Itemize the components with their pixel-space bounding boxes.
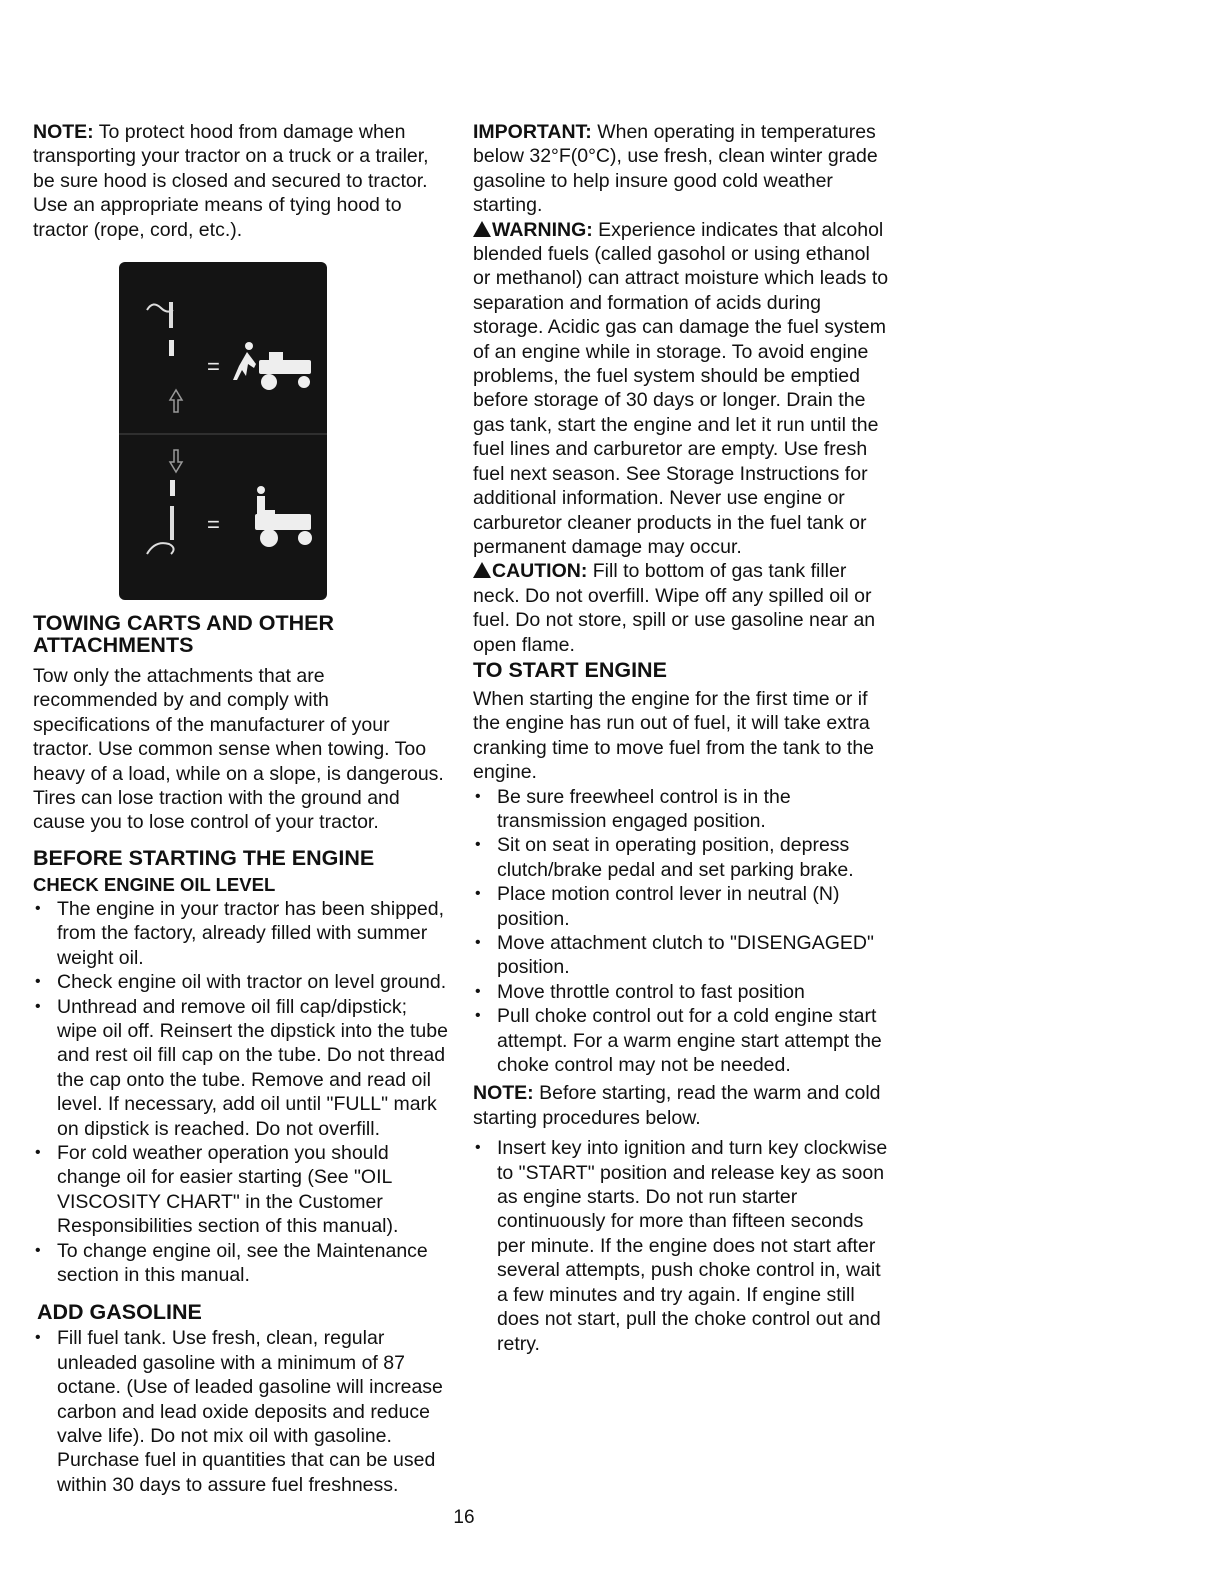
gas-bullet-list [33, 1326, 448, 1497]
arrow-down-icon [170, 450, 182, 472]
throttle-lever-top [169, 340, 174, 356]
throttle-speed-illustration [119, 262, 327, 600]
oil-bullet-list [33, 897, 448, 1288]
towing-text: Tow only the attachments that are recommended by and comply with specifications of the manufacturer of your tractor. Use common sense when towing. Too heavy of a load, while on a slope, is dangerous. Tires can lose traction with the ground and cause you to lose control of your tractor. [33, 665, 444, 834]
caution-paragraph [473, 559, 891, 657]
equals-sign-bottom: = [207, 512, 220, 538]
list-item: • Place motion control lever in neutral (N) position. [473, 882, 891, 931]
warning-label: WARNING: [492, 218, 593, 241]
list-item: • Be sure freewheel control is in the transmission engaged position. [473, 785, 891, 834]
towing-heading: TOWING CARTS AND OTHER ATTACHMENTS [33, 611, 334, 658]
list-item: • Fill fuel tank. Use fresh, clean, regular unleaded gasoline with a minimum of 87 octane. (Use of leaded gasoline will increase carbon and lead oxide deposits and reduce valve life). Do not mix oil with gasoline. Purchase fuel in quantities that can be used within 30 days to assure fuel freshness. [33, 1326, 448, 1497]
caution-label: CAUTION: [492, 560, 588, 583]
list-item: • Check engine oil with tractor on level ground. [33, 970, 448, 994]
list-item: • Unthread and remove oil fill cap/dipstick; wipe oil off. Reinsert the dipstick into the tube and rest oil fill cap on the tube. Do not thread the cap onto the tube. Remove and read oil level. If necessary, add oil until "FULL" mark on dipstick is reached. Do not overfill. [33, 995, 448, 1141]
check-oil-subheading: CHECK ENGINE OIL LEVEL [33, 873, 276, 895]
turtle-icon [147, 506, 174, 554]
arrow-up-icon [170, 390, 182, 412]
right-column [473, 120, 891, 1356]
start-engine-text: When starting the engine for the first time or if the engine has run out of fuel, it will take extra cranking time to move fuel from the tank to the engine. [473, 687, 875, 784]
list-item: • Sit on seat in operating position, depress clutch/brake pedal and set parking brake. [473, 833, 891, 882]
start-engine-heading: TO START ENGINE [473, 657, 667, 682]
hood-note [33, 120, 448, 242]
slow-tractor-icon [255, 486, 312, 547]
list-item: • Move throttle control to fast position [473, 980, 891, 1004]
list-item: • To change engine oil, see the Maintenance section in this manual. [33, 1239, 448, 1288]
throttle-speed-diagram [119, 262, 327, 600]
starting-note [473, 1081, 891, 1130]
note-text: To protect hood from damage when transporting your tractor on a truck or a trailer, be sure hood is closed and secured to tractor. Use an appropriate means of tying hood to tractor (rope, cord, etc.). [33, 121, 429, 241]
note-label: NOTE: [33, 121, 94, 143]
fast-tractor-icon [233, 342, 311, 390]
throttle-lever-bottom [170, 480, 175, 496]
list-item: • The engine in your tractor has been shipped, from the factory, already filled with summer weight oil. [33, 897, 448, 970]
list-item: • Insert key into ignition and turn key clockwise to "START" position and release key as soon as engine starts. Do not run starter continuously for more than fifteen seconds per minute. If the engine does not start after several attempts, push choke control in, wait a few minutes and try again. If engine still does not start, pull the choke control out and retry. [473, 1136, 891, 1356]
caution-text: Fill to bottom of gas tank filler neck. Do not overfill. Wipe off any spilled oil or fuel. Do not store, spill or use gasoline near an open flame. [473, 560, 876, 656]
list-item: • For cold weather operation you should change oil for easier starting (See "OIL VISCOSITY CHART" in the Customer Responsibilities section of this manual). [33, 1141, 448, 1239]
caution-triangle-icon [473, 562, 491, 578]
list-item: • Move attachment clutch to "DISENGAGED" position. [473, 931, 891, 980]
before-starting-heading: BEFORE STARTING THE ENGINE [33, 845, 375, 870]
note-label: NOTE: [473, 1082, 534, 1105]
note-text: Before starting, read the warm and cold starting procedures below. [473, 1082, 881, 1129]
equals-sign-top: = [207, 354, 220, 380]
left-column [33, 120, 448, 1497]
warning-text: Experience indicates that alcohol blended fuels (called gasohol or using ethanol or methanol) can attract moisture which leads to separation and formation of acids during storage. Acidic gas can damage the fuel system of an engine while in storage. To avoid engine problems, the fuel system should be emptied before storage of 30 days or longer. Drain the gas tank, start the engine and let it run until the fuel lines and carburetor are empty. Use fresh fuel next season. See Storage Instructions for additional information. Never use engine or carburetor cleaner products in the fuel tank or permanent damage may occur. [473, 218, 889, 558]
important-text: When operating in temperatures below 32°F(0°C), use fresh, clean winter grade gasoline to help insure good cold weather starting. [473, 121, 878, 217]
warning-triangle-icon [473, 221, 491, 237]
important-note [473, 120, 891, 218]
important-label: IMPORTANT: [473, 121, 592, 143]
rabbit-icon [147, 302, 173, 328]
list-item: • Pull choke control out for a cold engine start attempt. For a warm engine start attempt the choke control may not be needed. [473, 1004, 891, 1077]
warning-paragraph [473, 218, 891, 560]
add-gasoline-heading: ADD GASOLINE [37, 1300, 202, 1325]
page-number: 16 [453, 1507, 475, 1528]
start-bullet-list [473, 785, 891, 1078]
key-bullet-list [473, 1136, 891, 1356]
